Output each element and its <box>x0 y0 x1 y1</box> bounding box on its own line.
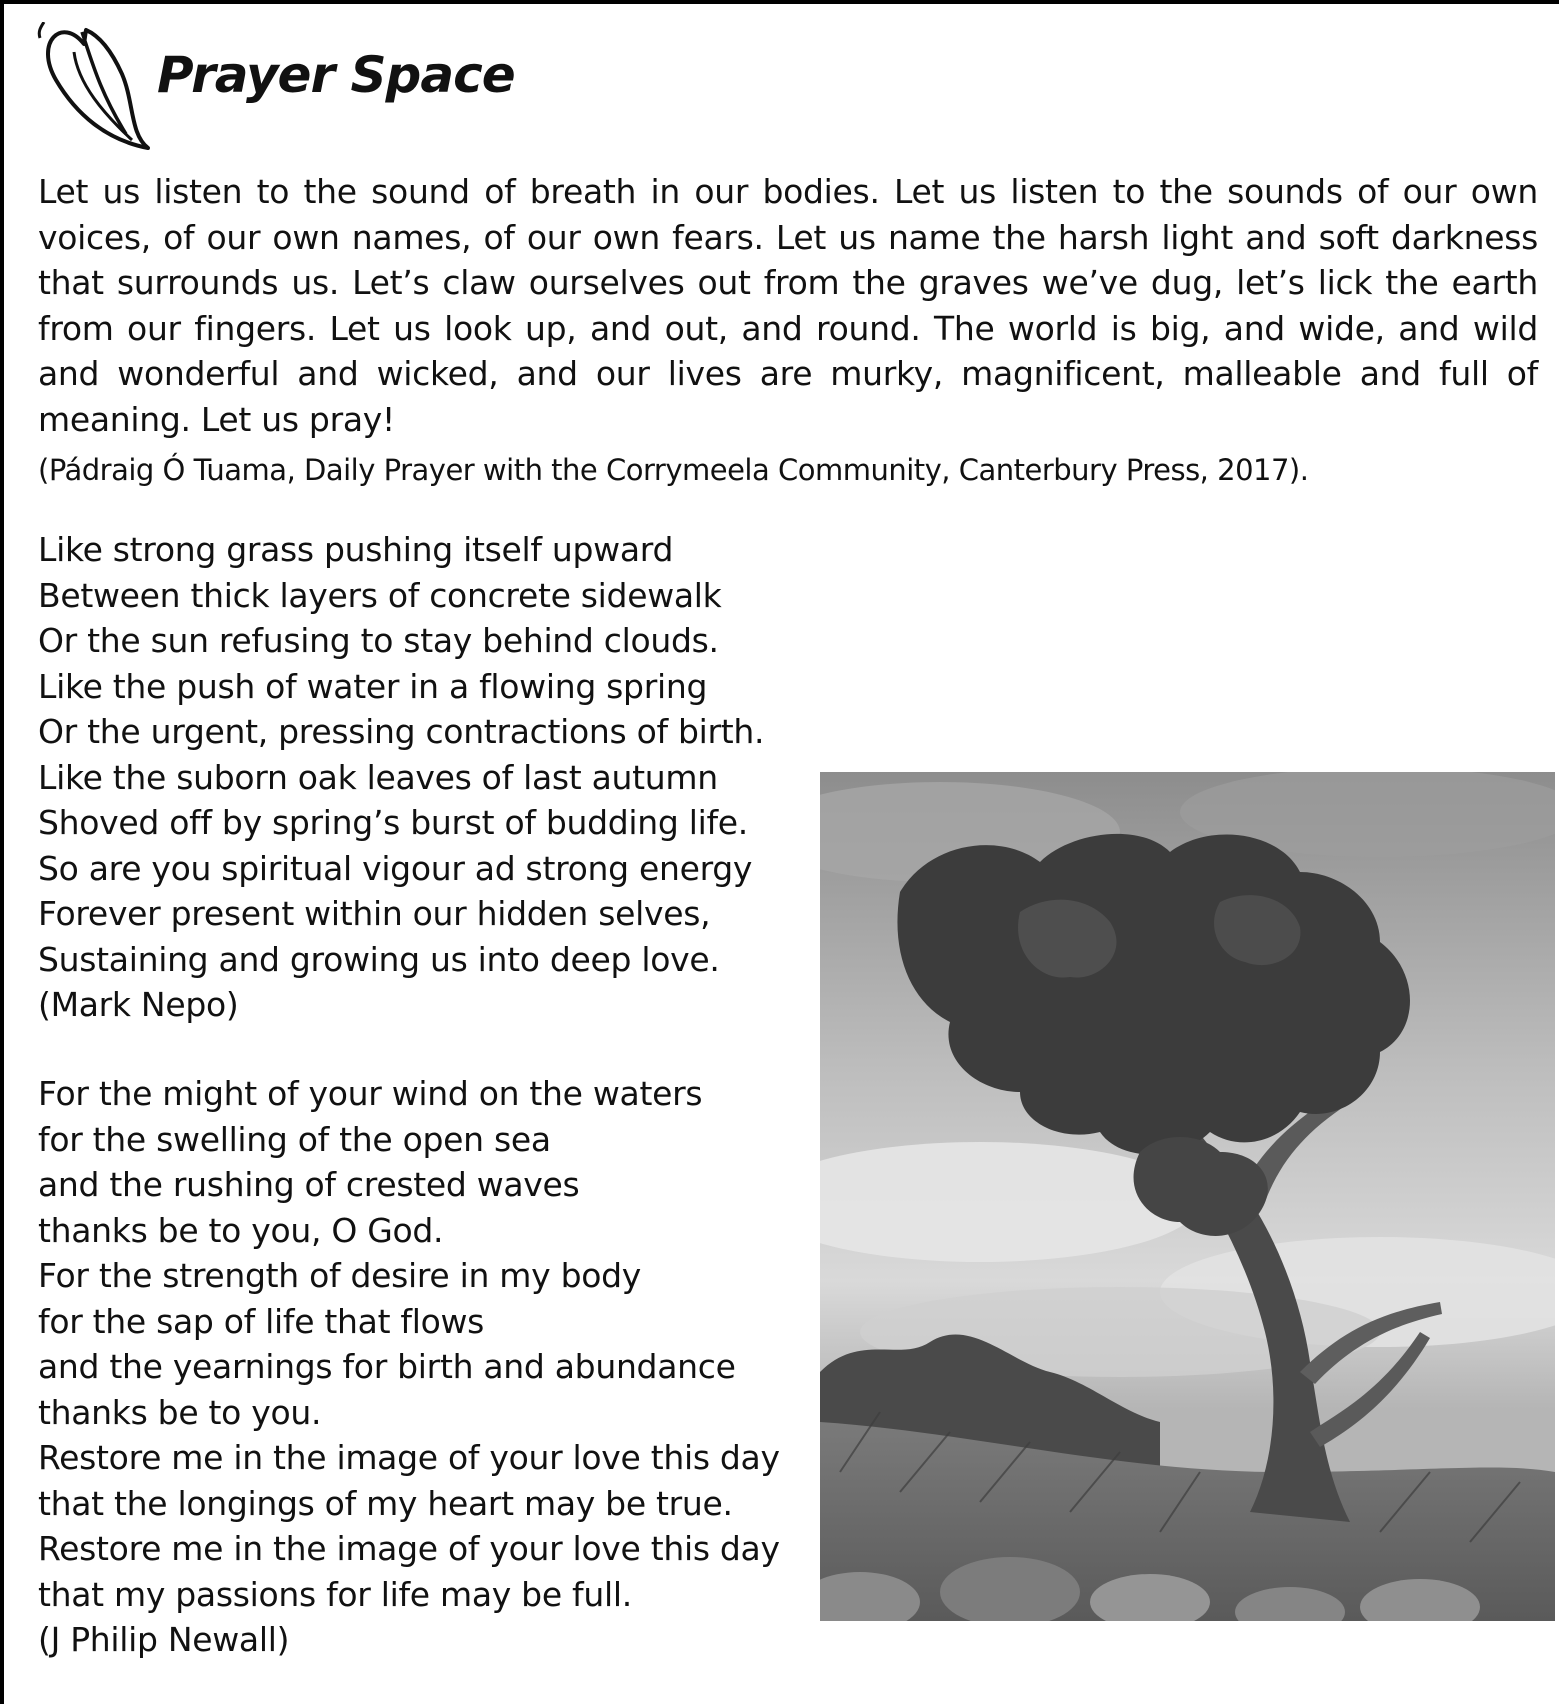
poem-line: thanks be to you, O God. <box>38 1210 444 1250</box>
poem-line: thanks be to you. <box>38 1392 322 1432</box>
poem-line: for the sap of life that flows <box>38 1301 485 1341</box>
poem-line: Restore me in the image of your love this day <box>38 1438 780 1477</box>
poem-line: and the yearnings for birth and abundance <box>38 1347 736 1386</box>
poem-line: that my passions for life may be full. <box>38 1574 632 1614</box>
poem-line: Restore me in the image of your love this day <box>38 1529 780 1568</box>
poem-line: Like strong grass pushing itself upward <box>38 530 674 569</box>
poem-attribution: (J Philip Newall) <box>38 1620 290 1659</box>
poem-line: for the swelling of the open sea <box>38 1119 551 1159</box>
poem-line: Sustaining and growing us into deep love. <box>38 939 720 979</box>
tree-painting <box>820 772 1555 1621</box>
poem-line: Like the suborn oak leaves of last autumn <box>38 757 718 797</box>
poem-line: Between thick layers of concrete sidewalk <box>38 575 722 615</box>
poem-line: So are you spiritual vigour ad strong energy <box>38 848 753 888</box>
page-title: Prayer Space <box>157 46 515 104</box>
leaf-icon <box>34 22 154 162</box>
poem-line: and the rushing of crested waves <box>38 1165 580 1204</box>
poem-mark-nepo <box>38 527 764 1028</box>
poem-line: Or the urgent, pressing contractions of birth. <box>38 712 765 751</box>
poem-line: For the strength of desire in my body <box>38 1256 641 1295</box>
poem-line: Or the sun refusing to stay behind clouds. <box>38 621 719 660</box>
intro-paragraph: Let us listen to the sound of breath in our bodies. Let us listen to the sounds of our own voices, of our own names, of our own fears. Let us name the harsh light and soft darkness that surrounds us. Let’s claw ourselves out from the graves we’ve dug, let’s lick the earth from our fingers. Let us look up, and out, and round. The world is big, and wide, and wild and wonderful and wicked, and our lives are murky, magnificent, malleable and full of meaning. Let us pray! <box>38 172 1538 439</box>
poem-line: For the might of your wind on the waters <box>38 1074 703 1113</box>
poem-line: Shoved off by spring’s burst of budding life. <box>38 803 748 842</box>
poem-line: Like the push of water in a flowing spring <box>38 666 708 706</box>
poem-line: Forever present within our hidden selves, <box>38 894 711 933</box>
poem-attribution: (Mark Nepo) <box>38 985 239 1024</box>
poem-line: that the longings of my heart may be true. <box>38 1483 733 1523</box>
intro-citation: (Pádraig Ó Tuama, Daily Prayer with the Corrymeela Community, Canterbury Press, 2017). <box>38 453 1309 487</box>
poem-j-philip-newall <box>38 1071 780 1663</box>
